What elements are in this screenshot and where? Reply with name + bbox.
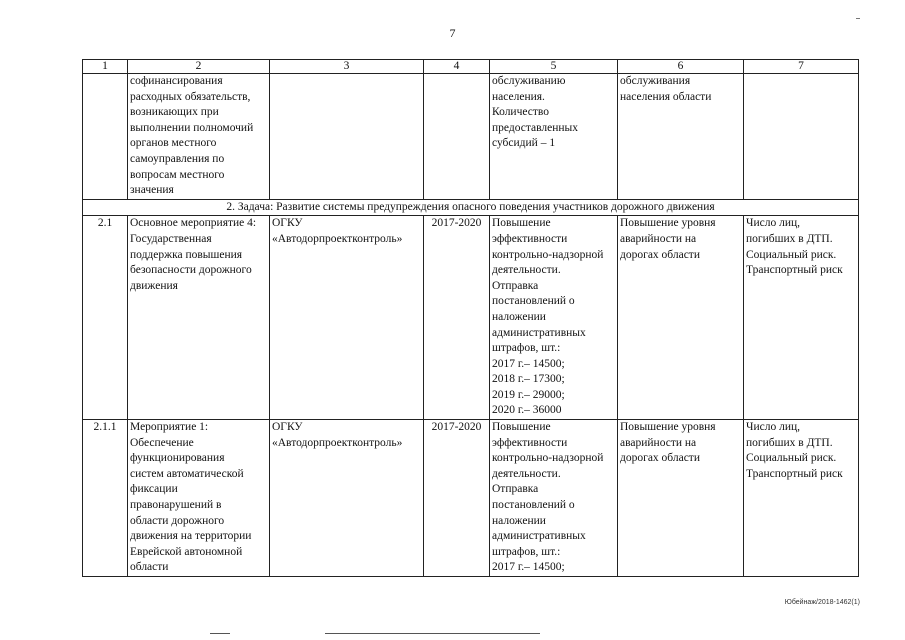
cont-result-cell: обслуживанию населения. Количество предоставленных субсидий – 1 [490,74,618,200]
row-number: 2.1.1 [83,420,128,577]
row-indicators: Число лиц, погибших в ДТП. Социальный риск. Транспортный риск [744,216,859,420]
footer-rule-long [325,633,540,634]
header-col-5: 5 [490,60,618,74]
footer-rule-short [210,633,230,634]
row-measure-name: Основное мероприятие 4: Государственная поддержка повышения безопасности дорожного движения [128,216,270,420]
header-col-1: 1 [83,60,128,74]
row-years: 2017-2020 [424,216,490,420]
cont-name-cell: софинансирования расходных обязательств, возникающих при выполнении полномочий органов местного самоуправления по вопросам местного значения [128,74,270,200]
cont-indicators-cell [744,74,859,200]
header-col-3: 3 [270,60,424,74]
row-executor: ОГКУ «Автодорпроектконтроль» [270,216,424,420]
header-col-4: 4 [424,60,490,74]
continuation-row [83,74,859,200]
page-number: 7 [449,26,456,40]
measures-table [82,59,859,577]
row-executor: ОГКУ «Автодорпроектконтроль» [270,420,424,577]
row-effect: Повышение уровня аварийности на дорогах области [618,420,744,577]
header-col-7: 7 [744,60,859,74]
document-code: Юбейнаж/2018-1462(1) [784,599,860,606]
cont-number-cell [83,74,128,200]
row-result: Повышение эффективности контрольно-надзорной деятельности. Отправка постановлений о наложении административных штрафов, шт.: 2017 г.– 14500; 2018 г.– 17300; 2019 г.– 29000; 2020 г.– 36000 [490,216,618,420]
table-row [83,216,859,420]
cont-years-cell [424,74,490,200]
task-heading: 2. Задача: Развитие системы предупреждения опасного поведения участников дорожного движения [83,199,859,216]
cont-effect-cell: обслуживания населения области [618,74,744,200]
header-col-6: 6 [618,60,744,74]
header-row [83,60,859,74]
header-col-2: 2 [128,60,270,74]
row-effect: Повышение уровня аварийности на дорогах области [618,216,744,420]
row-years: 2017-2020 [424,420,490,577]
table-row [83,420,859,577]
row-number: 2.1 [83,216,128,420]
scan-mark [856,18,860,19]
row-indicators: Число лиц, погибших в ДТП. Социальный риск. Транспортный риск [744,420,859,577]
cont-executor-cell [270,74,424,200]
task-row [83,199,859,216]
row-result: Повышение эффективности контрольно-надзорной деятельности. Отправка постановлений о наложении административных штрафов, шт.: 2017 г.– 14500; [490,420,618,577]
row-measure-name: Мероприятие 1: Обеспечение функционирования систем автоматической фиксации правонарушений в области дорожного движения на территории Еврейской автономной области [128,420,270,577]
